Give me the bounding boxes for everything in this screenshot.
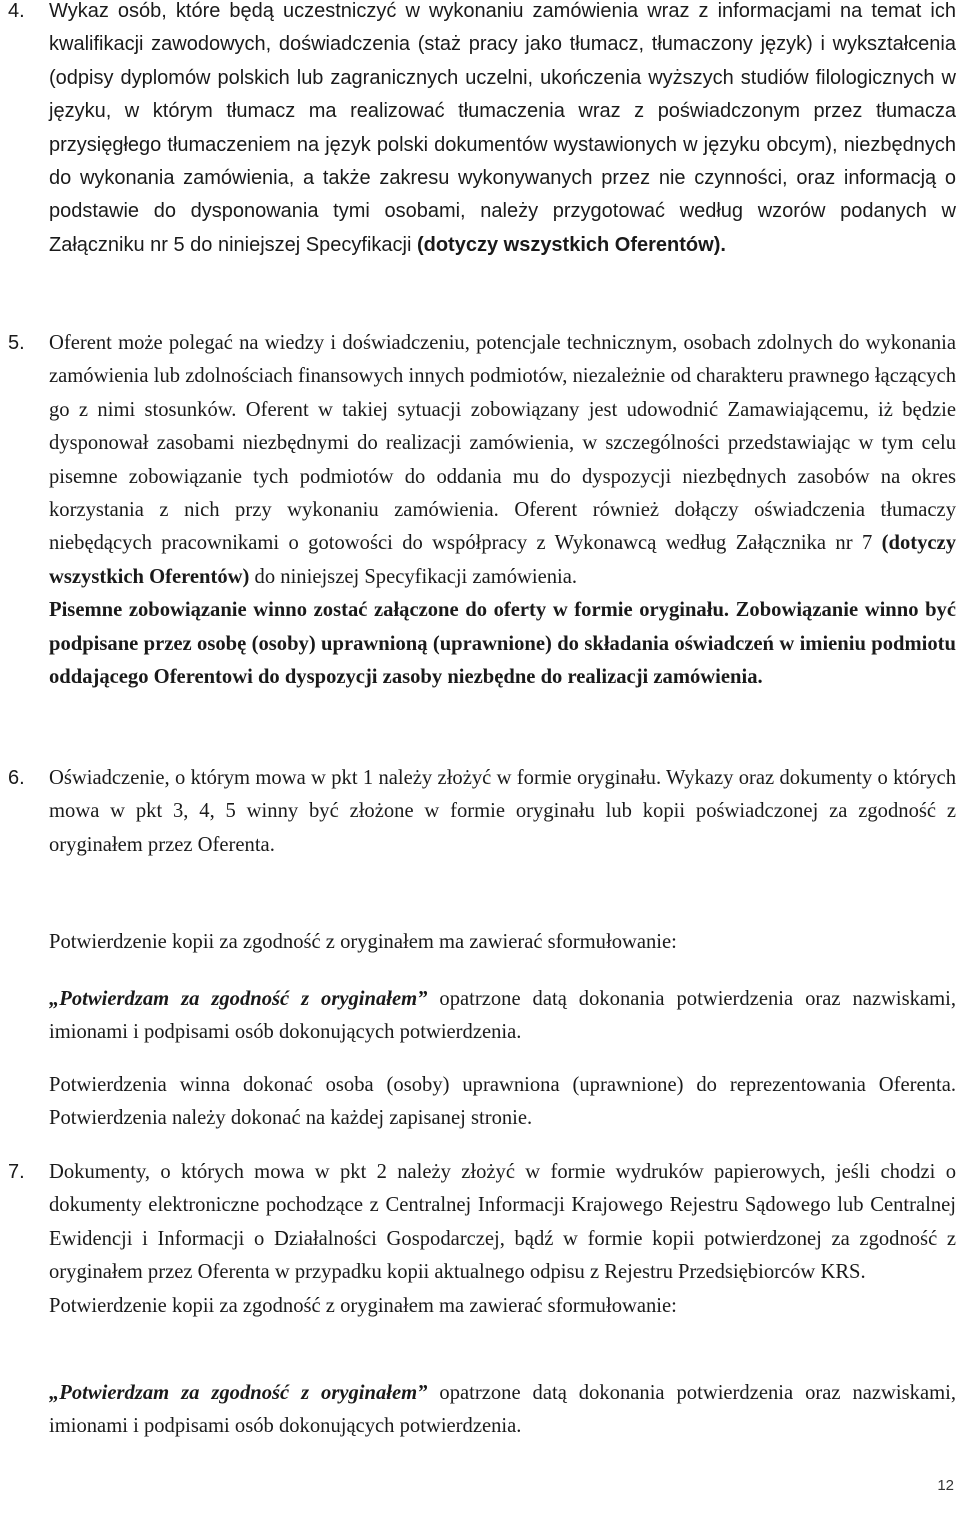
item6-confirm-formula <box>49 983 956 1050</box>
item5-text: Oferent może polegać na wiedzy i doświadczeniu, potencjale technicznym, osobach zdolnych do wykonania zamówienia lub zdolnościach finansowych innych podmiotów, niezależnie od charakteru prawnego łączących go z nimi stosunków. Oferent w takiej sytuacji zobowiązany jest udowodnić Zamawiającemu, iż będzie dysponował zasobami niezbędnymi do realizacji zamówienia, w szczególności przedstawiając w tym celu pisemne zobowiązanie tych podmiotów do oddania mu do dyspozycji niezbędnych zasobów na okres korzystania z nich przy wykonaniu zamówienia. Oferent również dołączy oświadczenia tłumaczy niebędących pracownikami o gotowości do współpracy z Wykonawcą według Załącznika nr 7 <box>49 332 956 555</box>
item-number: 6. <box>8 767 25 789</box>
item-number: 4. <box>8 0 25 22</box>
list-item-6 <box>0 762 956 862</box>
item7-confirm-formula <box>49 1377 956 1444</box>
page-number: 12 <box>937 1477 954 1494</box>
item7-confirm-intro: Potwierdzenie kopii za zgodność z oryginałem ma zawierać sformułowanie: <box>49 1294 677 1317</box>
list-item-4 <box>0 0 956 262</box>
confirm-quote: „Potwierdzam za zgodność z oryginałem” <box>49 1382 428 1404</box>
item5-text-end: do niniejszej Specyfikacji zamówienia. <box>249 565 578 588</box>
item-text <box>49 0 956 262</box>
list-item-7 <box>0 1156 956 1323</box>
item5-bold-paragraph <box>49 594 956 694</box>
bold-paragraph-text: Pisemne zobowiązanie winno zostać załączone do oferty w formie oryginału. Zobowiązanie winno być podpisane przez osobę (osoby) uprawnioną (uprawnione) do składania oświadczeń w imieniu podmiotu oddającego Oferentowi do dyspozycji zasoby niezbędne do realizacji zamówienia. <box>49 599 956 689</box>
item-text: Dokumenty, o których mowa w pkt 2 należy złożyć w formie wydruków papierowych, jeśli chodzi o dokumenty elektroniczne pochodzące z Centralnej Informacji Krajowego Rejestru Sądowego lub Centralnej Ewidencji i Informacji o Działalności Gospodarczej, bądź w formie kopii potwierdzonej za zgodność z oryginałem przez Oferenta w przypadku kopii aktualnego odpisu z Rejestru Przedsiębiorców KRS. <box>49 1161 956 1284</box>
list-item-5 <box>0 327 956 694</box>
item-text <box>49 327 956 594</box>
confirm-rest: opatrzone datą dokonania potwierdzenia oraz nazwiskami, imionami i podpisami osób dokonujących potwierdzenia. <box>49 988 956 1044</box>
item-text: Oświadczenie, o którym mowa w pkt 1 należy złożyć w formie oryginału. Wykazy oraz dokumenty o których mowa w pkt 3, 4, 5 winny być złożone w formie oryginału lub kopii poświadczonej za zgodność z oryginałem przez Oferenta. <box>49 767 956 856</box>
item4-text: Wykaz osób, które będą uczestniczyć w wykonaniu zamówienia wraz z informacjami na temat ich kwalifikacji zawodowych, doświadczenia (staż pracy jako tłumacz, tłumaczony język) i wykształcenia (odpisy dyplomów polskich lub zagranicznych uczelni, ukończenia wyższych studiów filologicznych w języku, w którym tłumacz ma realizować tłumaczenia wraz z poświadczonym przez tłumacza przysięgłego tłumaczeniem na język polski dokumentów wystawionych w języku obcym), niezbędnych do wykonania zamówienia, a także zakresu wykonywanych przez nie czynności, oraz informacją o podstawie do dysponowania tymi osobami, należy przygotować według wzorów podanych w Załączniku nr 5 do niniejszej Specyfikacji <box>49 0 956 256</box>
confirm-rest: opatrzone datą dokonania potwierdzenia oraz nazwiskami, imionami i podpisami osób dokonujących potwierdzenia. <box>49 1382 956 1438</box>
item-number: 7. <box>8 1161 25 1183</box>
item4-bold-note: (dotyczy wszystkich Oferentów). <box>416 233 726 256</box>
item6-confirm-intro: Potwierdzenie kopii za zgodność z oryginałem ma zawierać sformułowanie: <box>49 931 677 953</box>
item6-confirm-who: Potwierdzenia winna dokonać osoba (osoby) uprawniona (uprawnione) do reprezentowania Oferenta. Potwierdzenia należy dokonać na każdej zapisanej stronie. <box>49 1074 956 1130</box>
item-number: 5. <box>8 332 25 354</box>
item5-bold-note: (dotyczy wszystkich Oferentów) <box>49 532 956 588</box>
confirm-quote: „Potwierdzam za zgodność z oryginałem” <box>49 988 428 1010</box>
